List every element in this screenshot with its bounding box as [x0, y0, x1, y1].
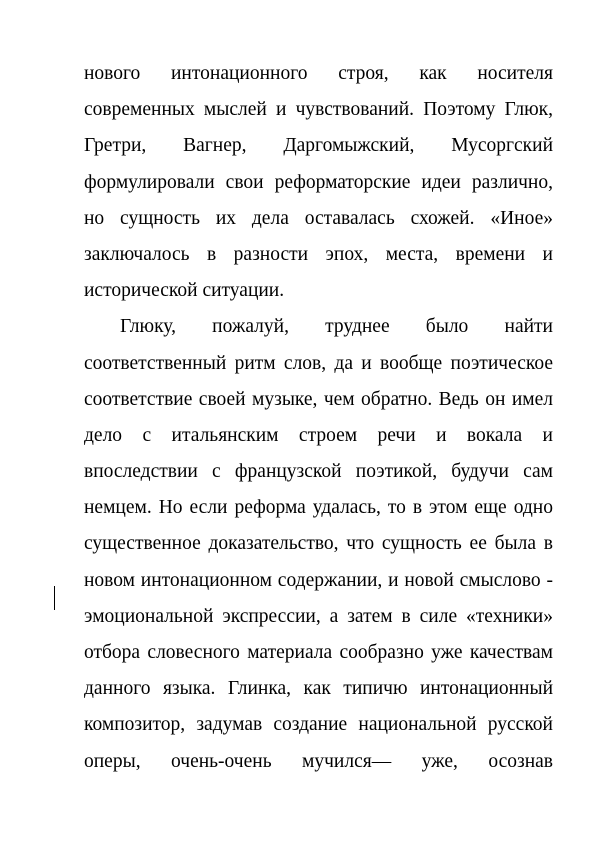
- text-line: оперы, очень-очень мучился— уже, осознав: [84, 750, 553, 772]
- text-line: отбора словесного материала сообразно уже качествам: [84, 642, 553, 663]
- text-line: исторической ситуации.: [84, 280, 285, 302]
- text-line: дело с итальянским строем речи и вокала и: [84, 424, 553, 446]
- text-line: новом интонационном содержании, и новой смыслово -: [84, 569, 553, 591]
- text-line: соответствие своей музыке, чем обратно. Ведь он имел: [84, 388, 553, 410]
- paragraph-2: [84, 309, 553, 779]
- document-body: [84, 56, 553, 780]
- text-line: формулировали свои реформаторские идеи различно,: [84, 171, 553, 193]
- text-line: композитор, задумав создание национальной русской: [84, 714, 553, 736]
- paragraph-1: [84, 56, 553, 309]
- text-line: немцем. Но если реформа удалась, то в этом еще одно: [84, 497, 553, 519]
- text-line: нового интонационного строя, как носителя: [84, 63, 553, 84]
- text-line: Глюку, пожалуй, труднее было найти: [120, 316, 553, 338]
- text-line: существенное доказательство, что сущность ее была в: [84, 533, 553, 555]
- text-line: современных мыслей и чувствований. Поэтому Глюк,: [84, 99, 553, 121]
- text-line: Гретри, Вагнер, Даргомыжский, Мусоргский: [84, 135, 553, 157]
- text-cursor-mark: [54, 586, 55, 610]
- text-line: данного языка. Глинка, как типичю интонационный: [84, 678, 553, 700]
- text-line: но сущность их дела оставалась схожей. «Иное»: [84, 207, 553, 229]
- text-line: заключалось в разности эпох, места, времени и: [84, 243, 553, 265]
- text-line: эмоциональной экспрессии, а затем в силе «техники»: [84, 605, 553, 627]
- text-line: соответственный ритм слов, да и вообще поэтическое: [84, 352, 553, 374]
- text-line: впоследствии с французской поэтикой, будучи сам: [84, 461, 553, 483]
